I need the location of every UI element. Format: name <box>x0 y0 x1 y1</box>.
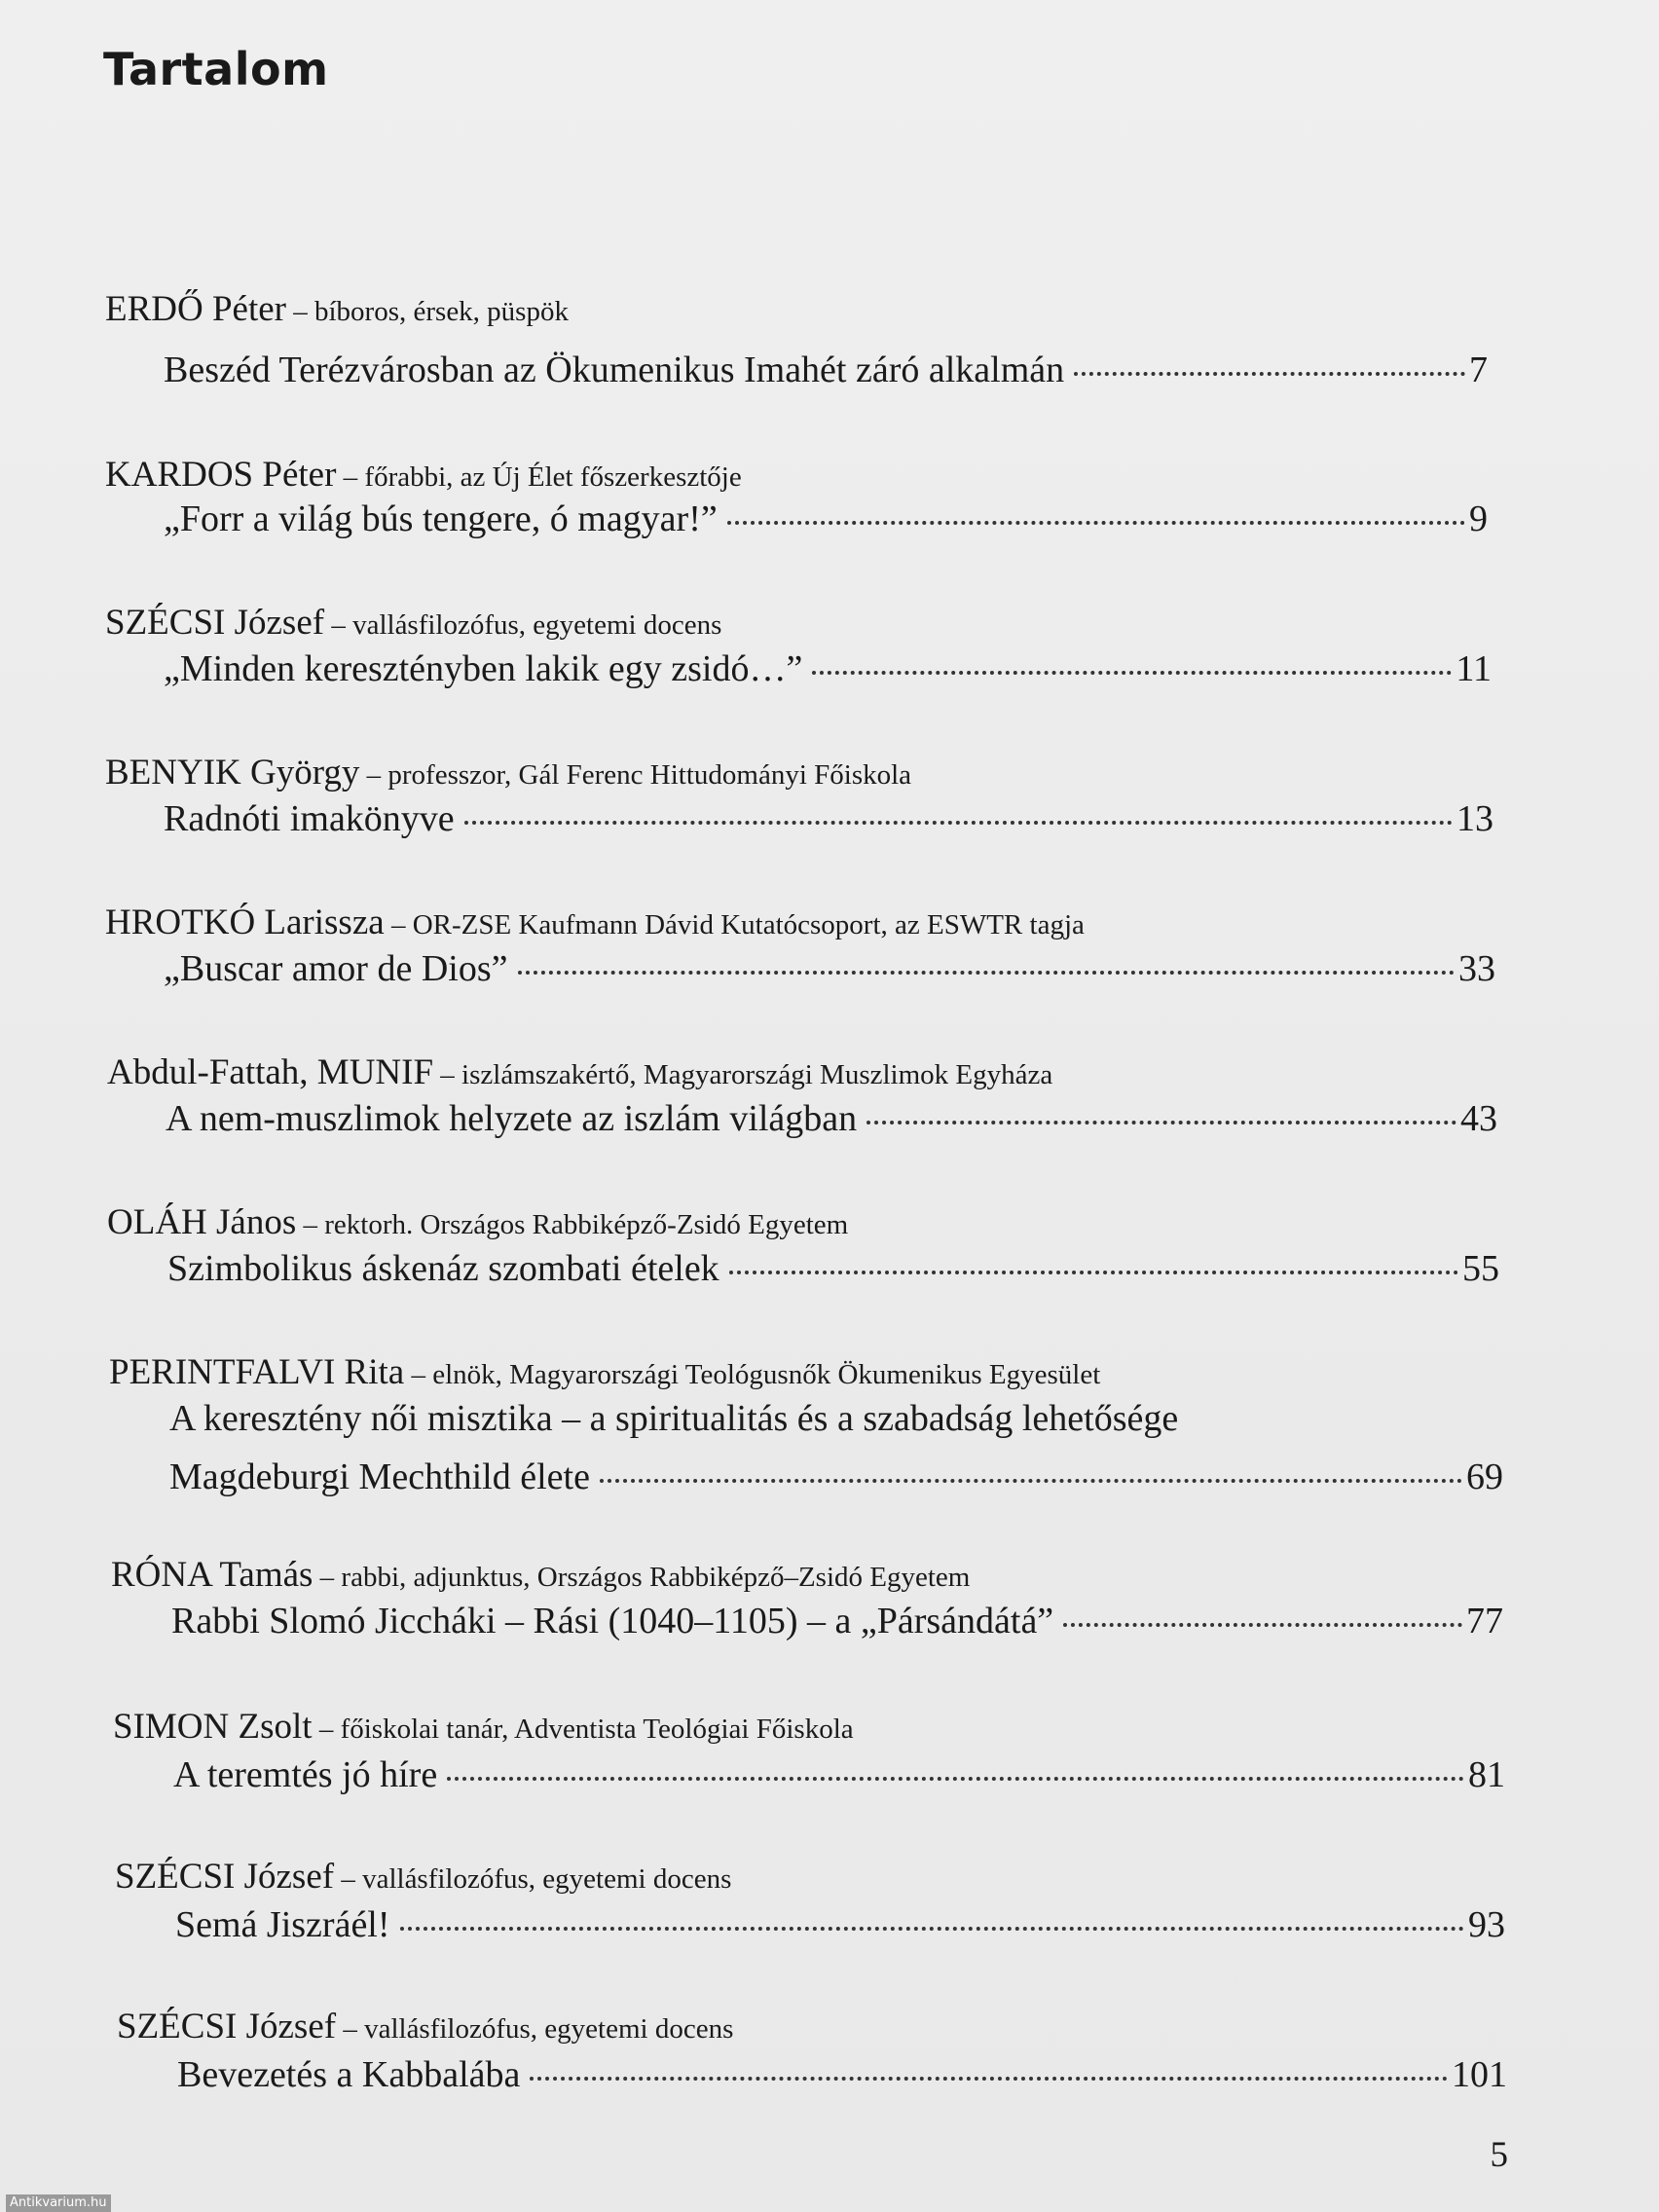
author-description: – rabbi, adjunktus, Országos Rabbiképző–Zsidó Egyetem <box>313 1562 971 1593</box>
dot-leader <box>600 1479 1462 1483</box>
author-name: SZÉCSI József <box>115 1857 335 1897</box>
author-name: Abdul-Fattah, MUNIF <box>107 1052 434 1092</box>
author-description: – bíboros, érsek, püspök <box>286 296 569 327</box>
article-title: A teremtés jó híre <box>173 1754 438 1795</box>
toc-title-line <box>175 1902 1505 1947</box>
page-reference: 69 <box>1466 1456 1503 1497</box>
author-name: BENYIK György <box>105 753 360 793</box>
article-title: A nem-muszlimok helyzete az iszlám világban <box>166 1098 858 1139</box>
toc-title-line <box>164 796 1493 841</box>
author-name: RÓNA Tamás <box>111 1555 313 1595</box>
article-title: Rabbi Slomó Jiccháki – Rási (1040–1105) – a „Pársándátá” <box>171 1601 1054 1641</box>
toc-author <box>115 1856 731 1900</box>
article-title: „Buscar amor de Dios” <box>164 948 508 989</box>
page-reference: 13 <box>1456 798 1493 839</box>
toc-author <box>113 1706 854 1751</box>
page-reference: 101 <box>1452 2054 1507 2095</box>
dot-leader <box>1074 372 1465 376</box>
dot-leader <box>866 1121 1456 1124</box>
toc-author <box>105 288 569 333</box>
author-description: – vallásfilozófus, egyetemi docens <box>336 2013 734 2045</box>
page-reference: 7 <box>1469 350 1488 390</box>
dot-leader <box>729 1271 1458 1274</box>
toc-author <box>105 902 1085 946</box>
article-title: „Minden keresztényben lakik egy zsidó…” <box>164 648 803 689</box>
page-reference: 9 <box>1469 498 1488 539</box>
page-reference: 93 <box>1468 1904 1505 1945</box>
author-description: – vallásfilozófus, egyetemi docens <box>334 1863 732 1895</box>
article-title: Beszéd Terézvárosban az Ökumenikus Imahét záró alkalmán <box>164 350 1065 390</box>
page-reference: 55 <box>1462 1248 1499 1289</box>
author-name: KARDOS Péter <box>105 455 337 495</box>
dot-leader <box>727 521 1465 525</box>
dot-leader <box>518 971 1456 975</box>
toc-title-line <box>164 646 1492 691</box>
author-name: SZÉCSI József <box>117 2007 337 2046</box>
dot-leader <box>812 671 1452 675</box>
toc-title-line <box>167 1246 1499 1291</box>
watermark: Antikvarium.hu <box>6 2194 111 2212</box>
author-description: – OR-ZSE Kaufmann Dávid Kutatócsoport, az ESWTR tagja <box>384 909 1085 940</box>
author-description: – főiskolai tanár, Adventista Teológiai Főiskola <box>312 1714 854 1745</box>
article-title: Bevezetés a Kabbalába <box>177 2054 521 2095</box>
author-name: ERDŐ Péter <box>105 289 286 329</box>
author-name: HROTKÓ Larissza <box>105 903 385 942</box>
toc-author <box>105 454 742 498</box>
author-name: SZÉCSI József <box>105 603 325 643</box>
author-description: – vallásfilozófus, egyetemi docens <box>324 609 722 641</box>
toc-title-line <box>164 497 1488 541</box>
toc-author <box>105 602 721 646</box>
toc-title-line <box>171 1599 1503 1643</box>
page-title: Tartalom <box>103 43 329 95</box>
page-reference: 77 <box>1466 1601 1503 1641</box>
article-title: „Forr a világ bús tengere, ó magyar!” <box>164 498 718 539</box>
author-description: – elnök, Magyarországi Teológusnők Ökumenikus Egyesület <box>404 1359 1101 1390</box>
article-title: Radnóti imakönyve <box>164 798 455 839</box>
author-description: – iszlámszakértő, Magyarországi Muszlimok Egyháza <box>433 1059 1053 1090</box>
toc-title-line <box>164 946 1495 991</box>
dot-leader <box>447 1777 1464 1781</box>
toc-author <box>111 1554 970 1599</box>
page-number: 5 <box>1490 2135 1508 2175</box>
toc-title-line <box>177 2052 1507 2097</box>
toc-title-line <box>169 1396 1178 1441</box>
toc-title-line <box>169 1455 1503 1499</box>
toc-title-line <box>173 1752 1505 1797</box>
article-title: A keresztény női misztika – a spiritualitás és a szabadság lehetősége <box>169 1398 1179 1439</box>
dot-leader <box>464 821 1453 825</box>
author-description: – professzor, Gál Ferenc Hittudományi Főiskola <box>359 759 912 791</box>
author-name: OLÁH János <box>107 1202 297 1242</box>
article-title: Semá Jiszráél! <box>175 1904 390 1945</box>
toc-author <box>107 1201 848 1246</box>
dot-leader <box>530 2077 1448 2081</box>
toc-title-line <box>166 1096 1497 1141</box>
article-title: Szimbolikus áskenáz szombati ételek <box>167 1248 719 1289</box>
author-description: – rektorh. Országos Rabbiképző-Zsidó Egyetem <box>296 1209 849 1240</box>
dot-leader <box>1063 1623 1462 1627</box>
article-title-continued: Magdeburgi Mechthild élete <box>169 1456 590 1497</box>
page-reference: 81 <box>1468 1754 1505 1795</box>
author-name: PERINTFALVI Rita <box>109 1352 405 1392</box>
toc-author <box>117 2006 733 2050</box>
dot-leader <box>400 1927 1464 1931</box>
page-reference: 33 <box>1458 948 1495 989</box>
toc-author <box>105 752 911 796</box>
page-reference: 43 <box>1460 1098 1497 1139</box>
author-description: – főrabbi, az Új Élet főszerkesztője <box>336 461 742 493</box>
toc-title-line <box>164 348 1488 392</box>
page-reference: 11 <box>1456 648 1492 689</box>
toc-author <box>107 1051 1052 1096</box>
toc-author <box>109 1351 1100 1396</box>
author-name: SIMON Zsolt <box>113 1707 313 1747</box>
